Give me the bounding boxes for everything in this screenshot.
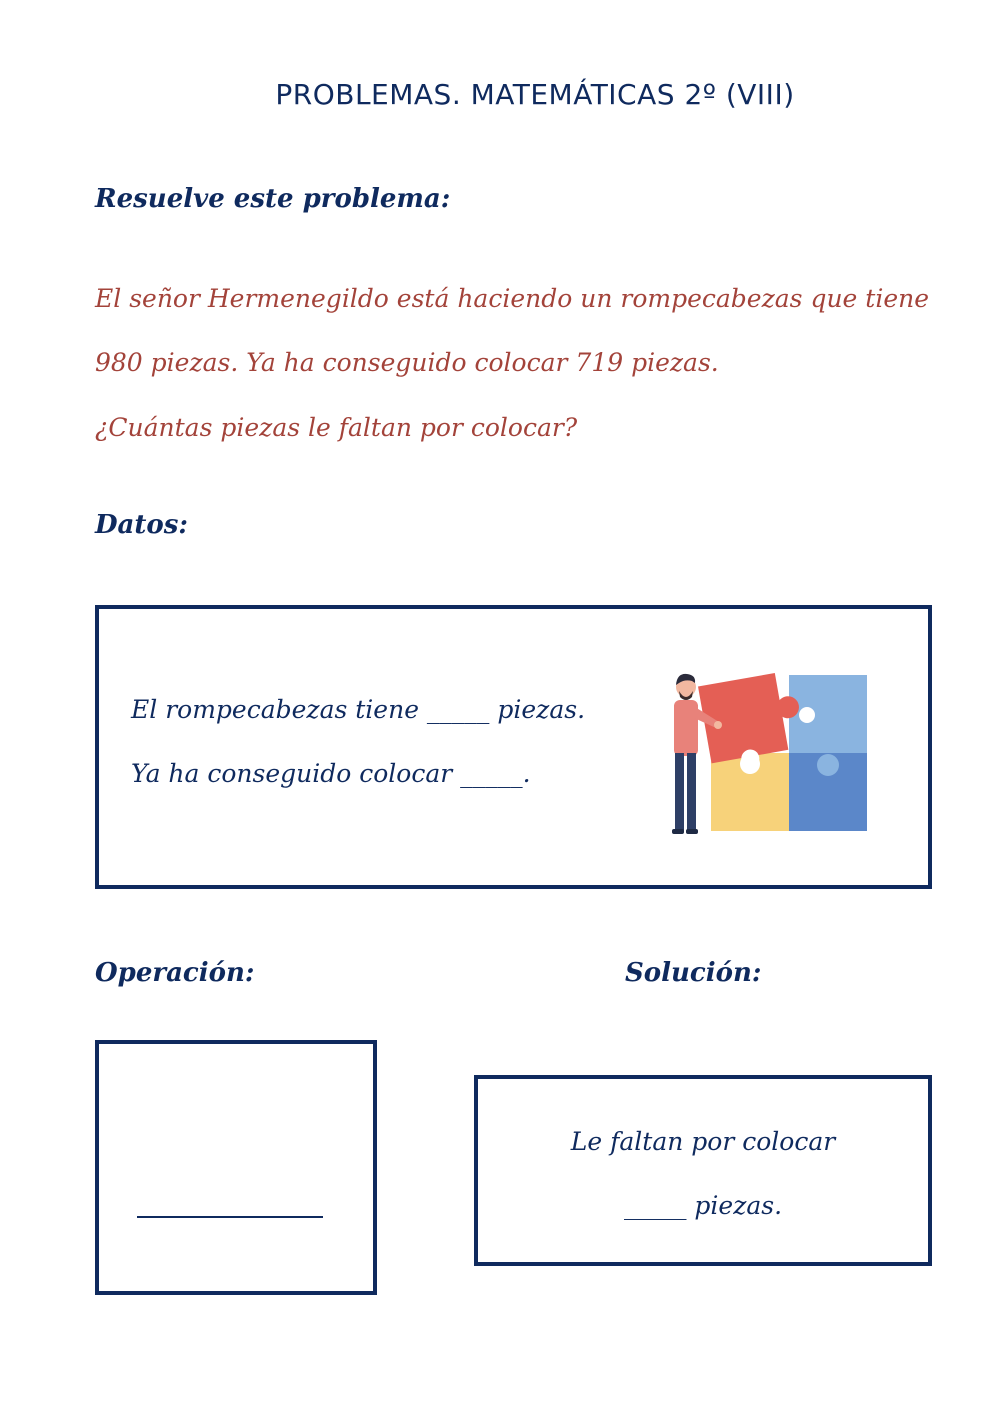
- problem-line-3: ¿Cuántas piezas le faltan por colocar?: [95, 413, 578, 442]
- solucion-line-2[interactable]: _____ piezas.: [623, 1191, 783, 1220]
- operacion-heading: Operación:: [95, 958, 255, 988]
- man-assembling-puzzle-icon: [659, 667, 874, 847]
- datos-line-1[interactable]: El rompecabezas tiene _____ piezas.: [131, 695, 586, 724]
- operacion-box[interactable]: [95, 1040, 377, 1295]
- instruction-heading: Resuelve este problema:: [95, 184, 451, 214]
- solucion-box: [474, 1075, 932, 1266]
- datos-heading: Datos:: [95, 510, 188, 540]
- datos-box: [95, 605, 932, 889]
- operacion-answer-line: [137, 1216, 323, 1218]
- solucion-line-1: Le faltan por colocar: [570, 1127, 836, 1156]
- page-title: PROBLEMAS. MATEMÁTICAS 2º (VIII): [275, 78, 795, 111]
- problem-line-1: El señor Hermenegildo está haciendo un rompecabezas que tiene: [95, 284, 930, 313]
- solucion-heading: Solución:: [625, 958, 762, 988]
- problem-line-2: 980 piezas. Ya ha conseguido colocar 719 piezas.: [95, 348, 719, 377]
- datos-line-2[interactable]: Ya ha conseguido colocar _____.: [131, 759, 531, 788]
